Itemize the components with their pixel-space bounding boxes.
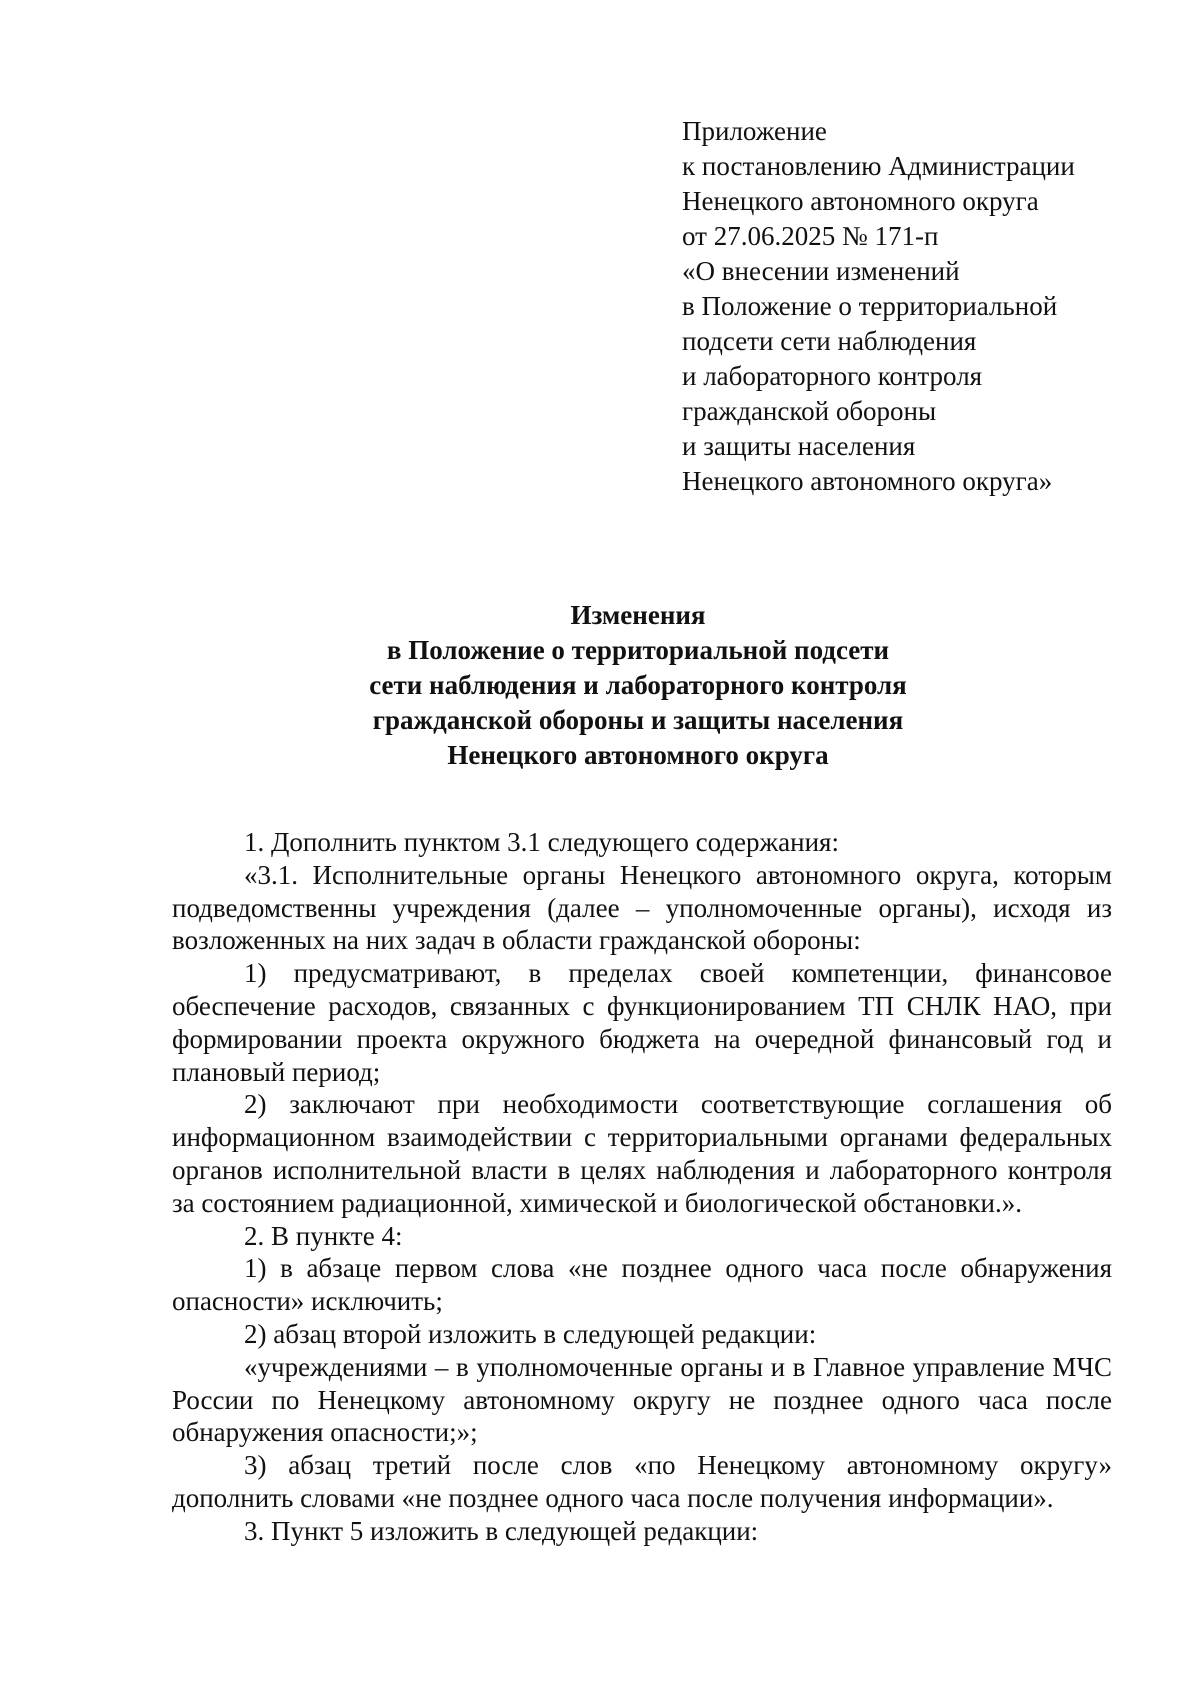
appendix-line: «О внесении изменений bbox=[682, 256, 960, 286]
paragraph: «3.1. Исполнительные органы Ненецкого автономного округа, которым подведомственны учреждения (далее – уполномоченные органы), исходя из возложенных на них задач в области гражданской обороны: bbox=[172, 859, 1112, 956]
appendix-line: Приложение bbox=[682, 116, 827, 146]
appendix-line: и защиты населения bbox=[682, 431, 916, 461]
paragraph: 2) абзац второй изложить в следующей редакции: bbox=[244, 1318, 817, 1349]
paragraph: 3) абзац третий после слов «по Ненецкому автономному округу» дополнить словами «не позднее одного часа после получения информации». bbox=[172, 1450, 1112, 1513]
paragraph: 2) заключают при необходимости соответствующие соглашения об информационном взаимодействии с территориальными органами федеральных органов исполнительной власти в целях наблюдения и лабораторного контроля за состоянием радиационной, химической и биологической обстановки.». bbox=[172, 1089, 1112, 1218]
document-title bbox=[140, 598, 1136, 773]
appendix-line: Ненецкого автономного округа» bbox=[682, 466, 1053, 496]
title-line: в Положение о территориальной подсети bbox=[386, 635, 890, 665]
title-line: сети наблюдения и лабораторного контроля bbox=[369, 670, 907, 700]
title-line: Ненецкого автономного округа bbox=[447, 740, 829, 770]
appendix-line: от 27.06.2025 № 171-п bbox=[682, 221, 939, 251]
paragraph: 1) в абзаце первом слова «не позднее одного часа после обнаружения опасности» исключить; bbox=[172, 1253, 1112, 1317]
paragraph: 1. Дополнить пунктом 3.1 следующего содержания: bbox=[244, 827, 839, 857]
appendix-line: подсети сети наблюдения bbox=[682, 326, 977, 356]
title-line: гражданской обороны и защиты населения bbox=[372, 705, 904, 735]
document-body bbox=[172, 826, 1112, 1548]
paragraph: 2. В пункте 4: bbox=[244, 1220, 403, 1251]
appendix-line: к постановлению Администрации bbox=[682, 151, 1075, 181]
paragraph: 3. Пункт 5 изложить в следующей редакции: bbox=[244, 1515, 759, 1546]
appendix-line: в Положение о территориальной bbox=[682, 291, 1058, 321]
paragraph: 1) предусматривают, в пределах своей компетенции, финансовое обеспечение расходов, связанных с функционированием ТП СНЛК НАО, при формировании проекта окружного бюджета на очередной финансовый год и плановый период; bbox=[172, 958, 1112, 1087]
paragraph: «учреждениями – в уполномоченные органы и в Главное управление МЧС России по Ненецкому автономному округу не позднее одного часа после обнаружения опасности;»; bbox=[172, 1351, 1112, 1448]
appendix-header bbox=[682, 114, 1162, 499]
title-line: Изменения bbox=[570, 600, 706, 630]
appendix-line: и лабораторного контроля bbox=[682, 361, 983, 391]
appendix-line: Ненецкого автономного округа bbox=[682, 186, 1039, 216]
appendix-line: гражданской обороны bbox=[682, 396, 937, 426]
